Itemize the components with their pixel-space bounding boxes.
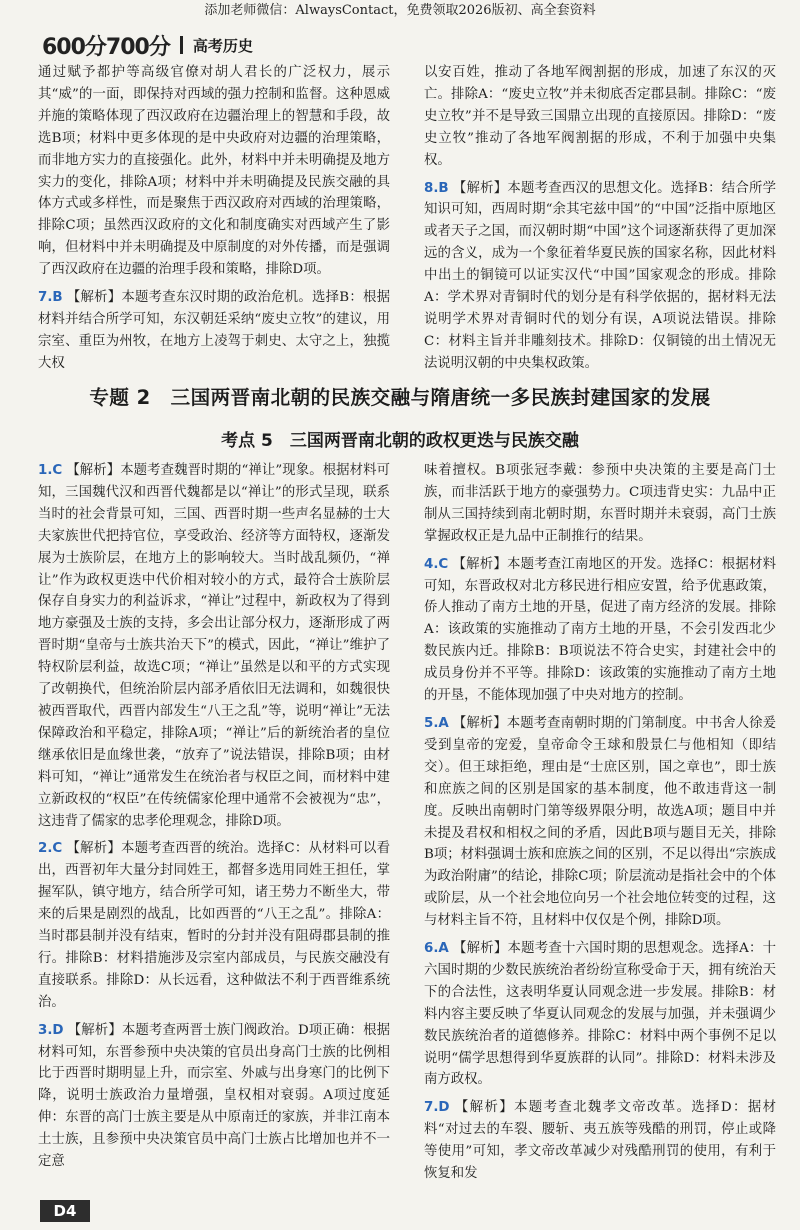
answer-text: 【解析】本题考查两晋士族门阀政治。D项正确：根据材料可知，东晋参预中央决策的官员出身高门士族的比例相比于西晋时期明显上升，而宗室、外戚与出身寒门的比例下降，说明士族政治力量增强，皇权相对衰弱。A项过度延伸：东晋的高门士族主要是从中原南迁的家族，并非江南本土士族，且参预中央决策官员中高门士族占比增加也并不一定意 [38,1022,390,1170]
answer-number: 5.A [424,715,449,731]
continued-text: 通过赋予都护等高级官僚对胡人君长的广泛权力，展示其“威”的一面，即保持对西域的强力控制和监督。这种恩威并施的策略体现了西汉政府在边疆治理上的智慧和手段，故选B项；材料中更多体现的是中央政府对边疆的治理策略，而非地方实力的直接强化。此外，材料中并未明确提及地方实力的变化，排除A项；材料中并未明确提及民族交融的具体方式或多样性，而是聚焦于西汉政府对西域的治理策略，排除C项；虽然西汉政府的文化和制度确实对西域产生了影响，但材料中并未明确提及中原制度的对外传播，而是强调了西汉政府在边疆的治理手段和策略，排除D项。 [38,65,390,278]
header-divider [180,36,183,54]
answer-item [424,713,776,932]
answer-text: 【解析】本题考查东汉时期的政治危机。选择B：根据材料并结合所学可知，东汉朝廷采纳“废史立牧”的建议，用宗室、重臣为州牧，在地方上凌驾于刺史、太守之上，独揽大权 [38,290,390,371]
answer-item [38,287,390,375]
topic-heading: 专题 2 三国两晋南北朝的民族交融与隋唐统一多民族封建国家的发展 [89,386,711,409]
answer-number: 8.B [424,180,449,196]
page-number: D4 [40,1200,90,1222]
bottom-left-column [38,460,390,1191]
answer-number: 1.C [38,463,63,478]
page-header [42,30,253,60]
answer-item [424,178,776,375]
top-right-column [424,62,776,381]
answer-number: 7.D [424,1100,450,1116]
watermark: 添加老师微信：AlwaysContact，免费领取2026版初、高全套资料 [204,3,596,18]
answer-text: 【解析】本题考查十六国时期的思想观念。选择A：十六国时期的少数民族统治者纷纷宣称受命于天，拥有统治天下的合法性，这表明华夏认同观念进一步发展。排除B：材料内容主要反映了华夏认同观念的发展与加强，并未强调少数民族统治者的道德修养。排除C：材料中两个事例不足以说明“儒学思想得到华夏族群的认同”。排除D：材料未涉及南方政权。 [424,941,776,1088]
bottom-right-column [424,460,776,1191]
answer-item [424,938,776,1091]
answer-item [424,1097,776,1185]
point-heading: 考点 5 三国两晋南北朝的政权更迭与民族交融 [221,431,579,451]
answer-number: 3.D [38,1022,64,1038]
answer-text: 【解析】本题考查西汉的思想文化。选择B：结合所学知识可知，西周时期“余其宅兹中国”的“中国”泛指中原地区或者天子之国，而汉朝时期“中国”这个词逐渐获得了更加深远的含义，成为一个象征着华夏民族的国家名称，因此材料中出土的铜镜可以证实汉代“中国”国家观念的形成。排除A：学术界对青铜时代的划分是有科学依据的，据材料无法说明学术界对青铜时代的划分有误，A项说法错误。排除C：材料主旨并非雕刻技术。排除D：仅铜镜的出土情况无法说明汉朝的中央集权政策。 [424,180,776,371]
answer-text: 【解析】本题考查西晋的统治。选择C：从材料可以看出，西晋初年大量分封同姓王，都督多选用同姓王担任，掌握军队，镇守地方，结合所学可知，诸王势力不断坐大，带来的后果是剧烈的战乱，比如西晋的“八王之乱”。排除A：当时郡县制并没有结束，暂时的分封并没有阻碍郡县制的推行。排除B：材料措施涉及宗室内部成员，与民族交融没有直接联系。排除D：从长远看，这种做法不利于西晋维系统治。 [38,841,390,1010]
answer-item [38,838,390,1013]
answer-number: 7.B [38,290,63,306]
top-columns [38,62,776,381]
subject-title: 高考历史 [192,36,253,55]
answer-number: 4.C [424,556,449,572]
answer-number: 6.A [424,941,449,957]
top-left-column [38,62,390,381]
answer-number: 2.C [38,841,63,857]
answer-item [38,460,390,832]
answer-text: 【解析】本题考查南朝时期的门第制度。中书舍人徐爰受到皇帝的宠爱，皇帝命令王球和殷景仁与他相知（即结交）。但王球拒绝，理由是“士庶区别，国之章也”，即士族和庶族之间的区别是国家的基本制度，他不敢违背这一制度。反映出南朝时门第等级界限分明，故选A项；题目中并未提及君权和相权之间的矛盾，因此B项与题目无关，排除B项；材料强调士族和庶族之间的区别，不足以得出“宗族成为政治附庸”的结论，排除C项；阶层流动是指社会中的个体或阶层，从一个社会地位向另一个社会地位转变的过程，这与材料主旨不符，且材料中仅仅是个例，排除D项。 [424,715,776,929]
continued-text: 味着擅权。B项张冠李戴：参预中央决策的主要是高门士族，而非活跃于地方的豪强势力。C项违背史实：九品中正制从三国持续到南北朝时期，东晋时期并未衰弱，高门士族掌握政权正是九品中正制推行的结果。 [424,463,776,544]
answer-item [38,1020,390,1173]
answer-text: 【解析】本题考查江南地区的开发。选择C：根据材料可知，东晋政权对北方移民进行相应安置，给予优惠政策，侨人推动了南方土地的开垦，促进了南方经济的发展。排除A：该政策的实施推动了南方土地的开垦，不会引发西北少数民族内迁。排除B：B项说法不符合史实，封建社会中的成员身份并不平等。排除D：该政策的实施推动了南方土地的开垦，不能体现加强了中央对地方的控制。 [424,556,776,704]
answer-text: 【解析】本题考查北魏孝文帝改革。选择D：据材料“对过去的车裂、腰斩、夷五族等残酷的刑罚，停止或降等使用”可知，孝文帝改革减少对残酷刑罚的使用，有利于恢复和发 [424,1100,776,1182]
book-logo: 600分700分 [42,34,170,60]
bottom-columns [38,460,776,1191]
continued-text: 以安百姓，推动了各地军阀割据的形成，加速了东汉的灭亡。排除A：“废史立牧”并未彻底否定郡县制。排除C：“废史立牧”并不是导致三国鼎立出现的直接原因。排除D：“废史立牧”推动了各地军阀割据的形成，不利于加强中央集权。 [424,65,776,168]
answer-item [424,554,776,707]
answer-text: 【解析】本题考查魏晋时期的“禅让”现象。根据材料可知，三国魏代汉和西晋代魏都是以“禅让”的形式呈现，联系当时的社会背景可知，三国、西晋时期一些声名显赫的士大夫家族世代把持官位，享受政治、经济等方面特权，逐渐发展为士族阶层，在地方上的影响较大。当时战乱频仍，“禅让”作为政权更迭中代价相对较小的方式，最符合士族阶层保存自身实力的利益诉求，“禅让”过程中，新政权为了得到地方豪强及士族的支持，多会出让部分权力，逐渐形成了两晋时期“皇帝与士族共治天下”的模式，因此，“禅让”维护了特权阶层利益，故选C项；“禅让”虽然是以和平的方式实现了改朝换代，但统治阶层内部矛盾依旧无法调和，如魏很快被西晋取代，西晋内部发生“八王之乱”等，说明“禅让”无法保障政治和平稳定，排除A项；“禅让”后的新统治者的皇位继承依旧是血缘世袭，“放弃了”说法错误，排除B项；由材料可知，“禅让”通常发生在统治者与权臣之间，而材料中建立新政权的“权臣”在传统儒家伦理中通常不会被视为“忠”，这违背了儒家的忠孝伦理观念，排除D项。 [38,463,390,829]
